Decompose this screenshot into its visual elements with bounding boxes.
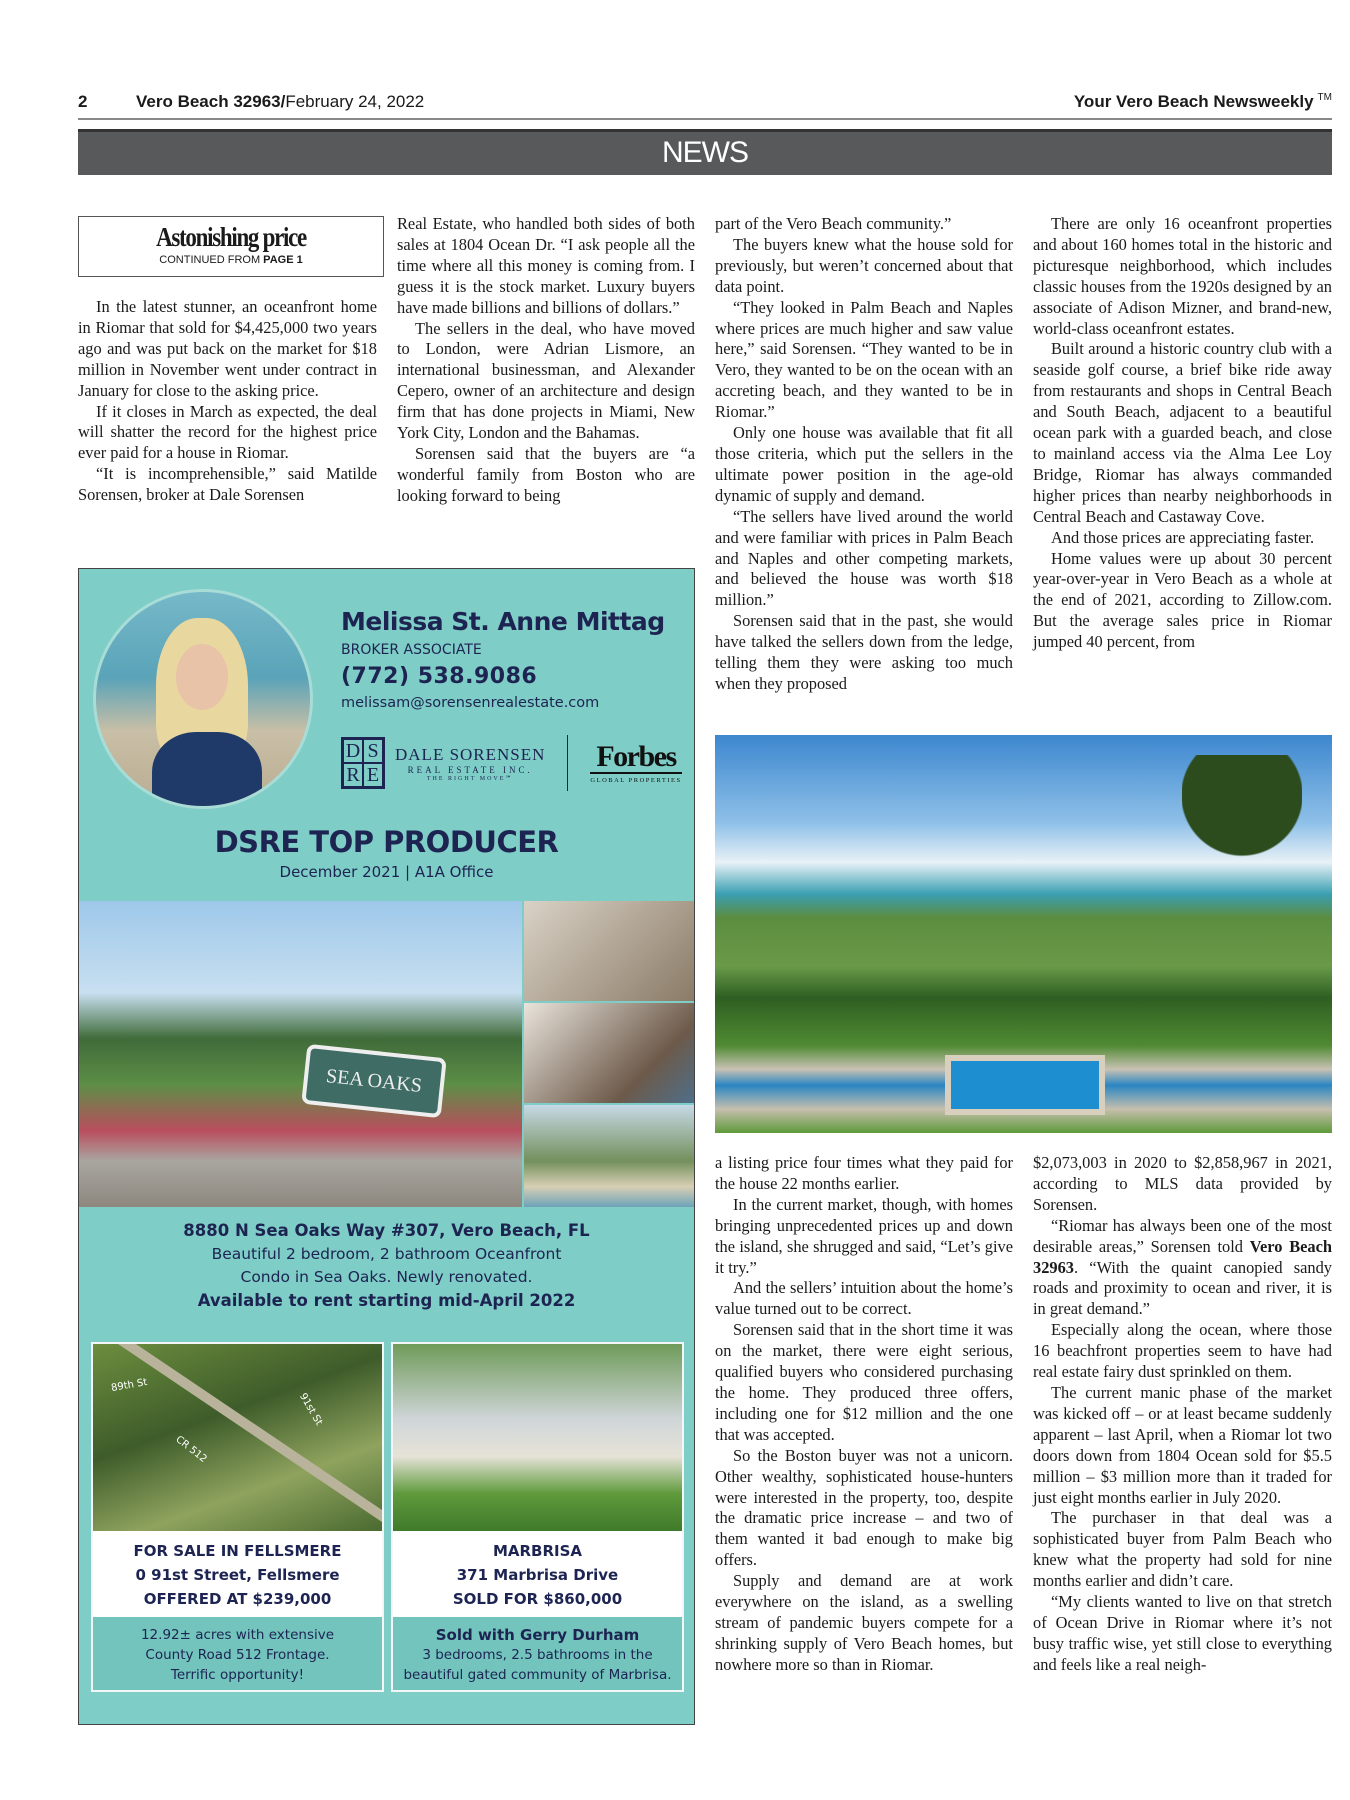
paragraph: “My clients wanted to live on that stretch of Ocean Drive in Riomar where it’s not busy traffic wise, yet still close to everything and feels like a real neigh- — [1033, 1592, 1332, 1674]
panel-agent: Sold with Gerry Durham — [435, 1626, 640, 1644]
panel-title: FOR SALE IN FELLSMERE — [133, 1542, 342, 1560]
paragraph: Real Estate, who handled both sides of both sales at 1804 Ocean Dr. “I ask people all the time where all this money is coming from. I guess it is the stock market. Luxury buyers have made billions and billions of dollars.” — [397, 214, 695, 317]
agent-role: BROKER ASSOCIATE — [341, 642, 482, 658]
dsre-sub: REAL ESTATE INC. — [407, 764, 533, 775]
panel-desc: County Road 512 Frontage. — [145, 1647, 330, 1663]
paragraph: And those prices are appreciating faster. — [1051, 527, 1315, 547]
separator: / — [280, 92, 286, 111]
paragraph: Only one house was available that fit all those criteria, which put the sellers in the ultimate power position in the age-old dynamic of supply and demand. — [715, 423, 1013, 505]
living-room-photo — [524, 901, 695, 1001]
paragraph: The sellers in the deal, who have moved to London, were Adrian Lismore, an international businessman, and Alexander Cepero, owner of an architecture and design firm that has done projects in Miami, New York City, London and the Bahamas. — [397, 318, 695, 443]
paragraph: $2,073,003 in 2020 to $2,858,967 in 2021, according to MLS data provided by Sorensen. — [1033, 1153, 1332, 1214]
article-col-3-bottom — [715, 1153, 1013, 1676]
award-subtitle: December 2021 | A1A Office — [279, 863, 494, 881]
sea-oaks-sign: SEA OAKS — [301, 1044, 447, 1118]
panel-desc: 3 bedrooms, 2.5 bathrooms in the — [422, 1647, 653, 1663]
paragraph: Home values were up about 30 percent year-over-year in Vero Beach as a whole at the end of 2021, according to Zillow.com. But the average sales price in Riomar jumped 40 percent, from — [1033, 548, 1332, 652]
paper-name: Vero Beach 32963 — [136, 92, 281, 111]
headline-box — [78, 216, 384, 277]
logo-letter: S — [363, 739, 383, 763]
section-banner: NEWS — [78, 129, 1332, 175]
listing-photos — [79, 901, 695, 1207]
continued-line — [79, 254, 383, 266]
tagline-text: Your Vero Beach Newsweekly — [1073, 92, 1314, 111]
headline: Astonishing price — [156, 222, 306, 252]
map-label: CR 512 — [173, 1434, 209, 1465]
paragraph: “They looked in Palm Beach and Naples where prices are much higher and saw value here,” said Sorensen. “They wanted to be in Vero, they wanted to be on the ocean with an accreting beach, and they wanted to be in Riomar.” — [715, 297, 1013, 422]
tagline — [1074, 92, 1332, 112]
agent-portrait — [93, 589, 313, 809]
dsre-name: DALE SORENSEN — [395, 744, 546, 764]
paragraph: “It is incomprehensible,” said Matilde Sorensen, broker at Dale Sorensen — [78, 464, 377, 505]
listing-desc: Beautiful 2 bedroom, 2 bathroom Oceanfront — [211, 1245, 562, 1263]
article-col-1 — [78, 297, 377, 506]
marbrisa-house-photo — [393, 1344, 682, 1531]
paragraph: The purchaser in that deal was a sophisticated buyer from Palm Beach who knew what the property had sold for nine months earlier and didn’t care. — [1033, 1508, 1332, 1591]
agent-phone: (772) 538.9086 — [341, 664, 538, 689]
paragraph: The current manic phase of the market was kicked off – or at least became suddenly apparent – last April, when a Riomar lot two doors down from 1804 Ocean sold for $5.5 million – $3 million more than it traded for just eight months earlier in July 2020. — [1033, 1382, 1332, 1507]
panel-desc: Terrific opportunity! — [170, 1667, 305, 1683]
paragraph: And the sellers’ intuition about the home’s value turned out to be correct. — [715, 1278, 1013, 1319]
paragraph: Especially along the ocean, where those 16 beachfront properties seem to have had real estate fairy dust sprinkled on them. — [1033, 1320, 1332, 1382]
paragraph: Sorensen said that the buyers are “a wonderful family from Boston who are looking forward to being — [397, 443, 695, 505]
trademark: TM — [1317, 92, 1332, 104]
fellsmere-aerial-photo — [93, 1344, 382, 1531]
paragraph: “The sellers have lived around the world and were familiar with prices in Palm Beach and Naples and other competing markets, and believed the house was worth $18 million.” — [715, 506, 1013, 610]
paragraph: There are only 16 oceanfront properties and about 160 homes total in the historic and picturesque neighborhood, which includes classic houses from the 1920s designed by an associate of Adison Mizner, and brand-new, world-class oceanfront estates. — [1033, 214, 1332, 338]
sea-oaks-entrance-photo — [79, 901, 522, 1207]
paragraph: In the current market, though, with homes bringing unprecedented prices up and down the island, she shrugged and said, “Let’s give it try.” — [715, 1194, 1013, 1277]
pool — [945, 1055, 1105, 1115]
brand-logos — [341, 735, 682, 791]
article-col-3-top — [715, 214, 1013, 695]
article-col-4-bottom — [1033, 1153, 1332, 1676]
panel-address: 0 91st Street, Fellsmere — [135, 1566, 340, 1584]
paragraph: part of the Vero Beach community.” — [715, 214, 952, 233]
real-estate-advertisement — [78, 568, 695, 1725]
header-rule — [78, 118, 1332, 120]
award — [79, 825, 694, 881]
article-col-4-top — [1033, 214, 1332, 653]
paragraph: Sorensen said that in the past, she would have talked the sellers down from the ledge, telling them they were asking too much when they proposed — [715, 611, 1013, 693]
panel-title: MARBRISA — [492, 1542, 583, 1560]
palm-tree — [1182, 755, 1302, 955]
page-number: 2 — [78, 92, 88, 111]
forbes-wordmark: Forbes — [590, 742, 681, 774]
paragraph: a listing price four times what they paid for the house 22 months earlier. — [715, 1153, 1013, 1193]
panel-address: 371 Marbrisa Drive — [456, 1566, 619, 1584]
panel-desc: beautiful gated community of Marbrisa. — [403, 1667, 672, 1683]
featured-listing — [79, 1221, 694, 1310]
text: . “With the quaint canopied sandy roads and proximity to ocean and river, it is in great demand.” — [1033, 1257, 1332, 1319]
aerial-condo-photo — [524, 1105, 695, 1207]
dsre-slogan: THE RIGHT MOVE℠ — [426, 775, 514, 782]
panel-price: SOLD FOR $860,000 — [452, 1590, 623, 1608]
logo-letter: D — [343, 739, 363, 763]
paragraph: Sorensen said that in the short time it was on the market, there were eight serious, qualified buyers who considered purchasing the home. They produced three offers, including one for $12 million and the one that was accepted. — [715, 1320, 1013, 1444]
paragraph: Supply and demand are at work everywhere on the island, as a swelling stream of pandemic buyers compete for a shrinking supply of Vero Beach homes, but nowhere more so than in Riomar. — [715, 1571, 1013, 1674]
paragraph: In the latest stunner, an oceanfront home in Riomar that sold for $4,425,000 two years ago and was put back on the market for $18 million in November went under contract in January for close to the asking price. — [78, 297, 377, 400]
logo-divider — [567, 735, 568, 791]
riomar-estate-photo — [715, 735, 1332, 1133]
paragraph: The buyers knew what the house sold for previously, but weren’t concerned about that data point. — [715, 234, 1013, 296]
panel-desc: 12.92± acres with extensive — [140, 1627, 335, 1643]
dsre-logo — [341, 737, 385, 789]
page-header — [78, 90, 1332, 114]
forbes-logo — [590, 742, 681, 784]
dsre-wordmark — [395, 745, 545, 782]
paragraph: So the Boston buyer was not a unicorn. Other wealthy, sophisticated house-hunters were interested in the property, too, despite the dramatic price increase – and two of them wanted it bad enough to make big offers. — [715, 1445, 1013, 1570]
paragraph — [1033, 1216, 1332, 1321]
text: “Riomar has always been one of the most desirable areas,” Sorensen told — [1033, 1215, 1332, 1256]
forbes-sub: GLOBAL PROPERTIES — [590, 777, 682, 784]
fellsmere-listing-panel — [91, 1342, 384, 1692]
map-label: 89th St — [110, 1376, 149, 1395]
logo-letter: E — [363, 763, 383, 787]
issue-date: February 24, 2022 — [285, 92, 425, 111]
agent-email: melissam@sorensenrealestate.com — [341, 695, 600, 711]
article-col-2 — [397, 214, 695, 507]
agent-info — [341, 607, 665, 711]
listing-address: 8880 N Sea Oaks Way #307, Vero Beach, FL — [183, 1221, 590, 1240]
paragraph: If it closes in March as expected, the deal will shatter the record for the highest price ever paid for a house in Riomar. — [78, 401, 377, 463]
award-title: DSRE TOP PRODUCER — [214, 825, 559, 859]
listing-availability: Available to rent starting mid-April 2022 — [197, 1291, 576, 1310]
agent-name: Melissa St. Anne Mittag — [341, 607, 665, 636]
paragraph: Built around a historic country club with a seaside golf course, a brief bike ride away from restaurants and shops in Central Beach and South Beach, adjacent to a beautiful ocean park with a guarded beach, and close to mainland access via the Alma Lee Loy Bridge, Riomar has always commanded higher prices than nearby neighborhoods in Central Beach and Castaway Cove. — [1033, 339, 1332, 526]
continued-page: PAGE 1 — [263, 254, 303, 266]
logo-letter: R — [343, 763, 363, 787]
continued-prefix: CONTINUED FROM — [159, 254, 264, 266]
paper-name-inline: Vero Beach 32963 — [1033, 1236, 1333, 1277]
dining-room-photo — [524, 1003, 695, 1103]
listing-desc: Condo in Sea Oaks. Newly renovated. — [240, 1268, 533, 1286]
map-label: 91st St — [297, 1391, 325, 1428]
panel-price: OFFERED AT $239,000 — [143, 1590, 332, 1608]
marbrisa-listing-panel — [391, 1342, 684, 1692]
